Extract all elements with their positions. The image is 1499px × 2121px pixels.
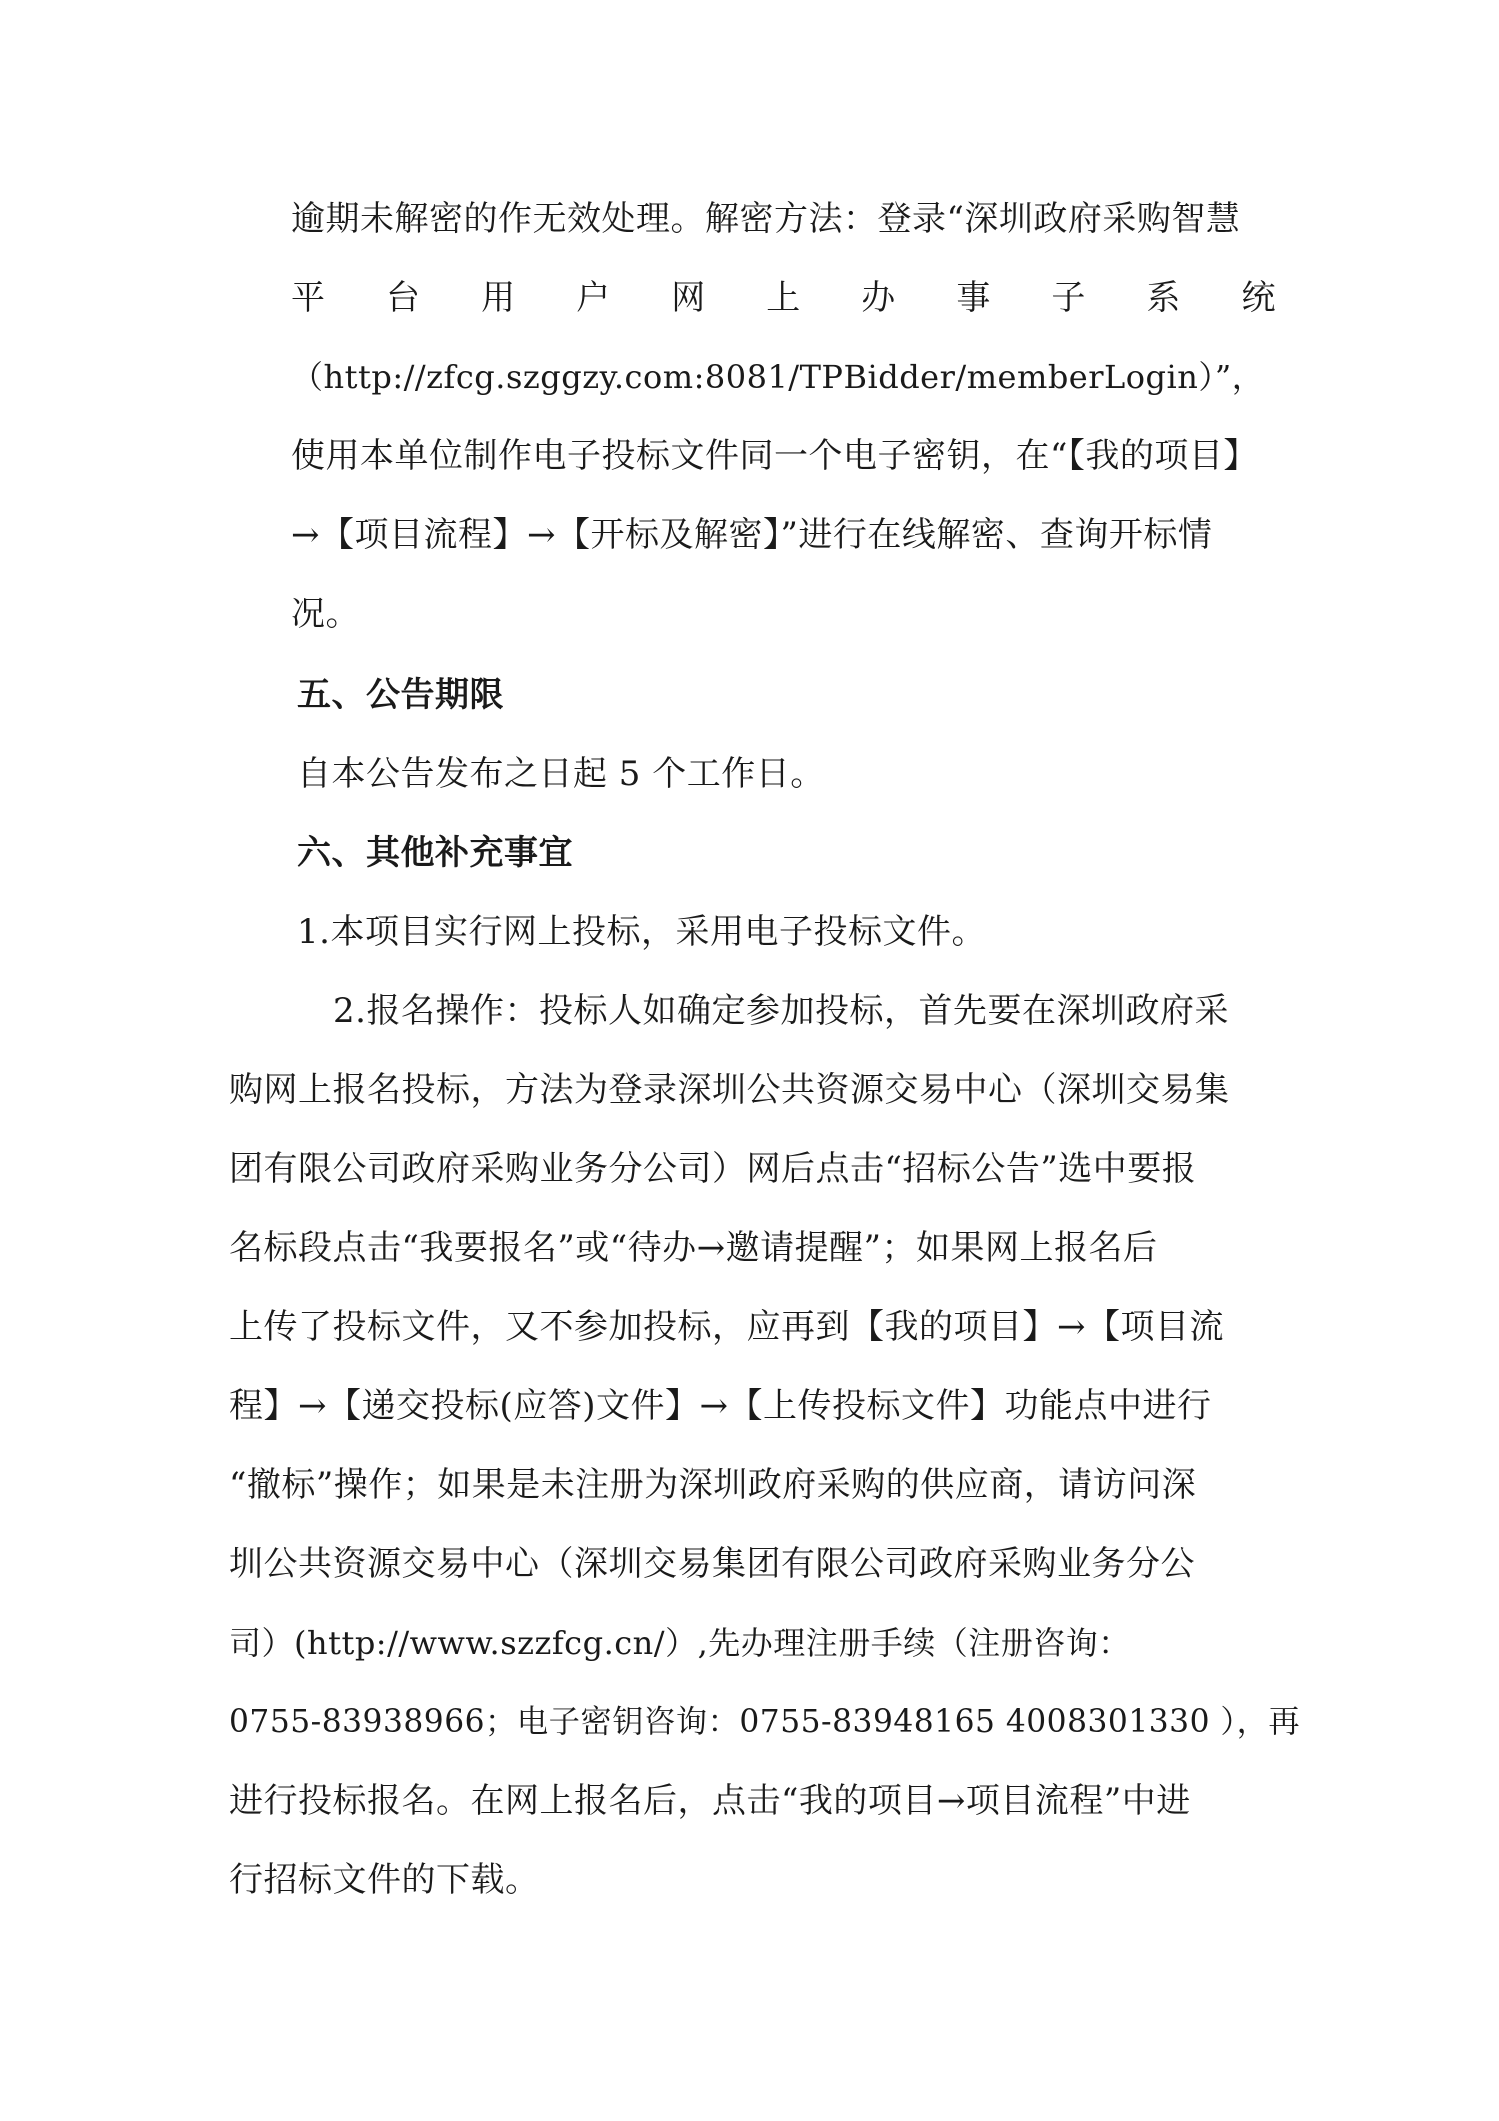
spread-char: 户 <box>576 278 611 318</box>
paragraph-line: 团有限公司政府采购业务分公司）网后点击“招标公告”选中要报 <box>229 1149 1197 1189</box>
paragraph-line: “撤标”操作；如果是未注册为深圳政府采购的供应商，请访问深 <box>229 1465 1197 1505</box>
paragraph-line: 购网上报名投标，方法为登录深圳公共资源交易中心（深圳交易集 <box>229 1070 1230 1110</box>
spread-char: 统 <box>1241 278 1276 318</box>
spread-char: 子 <box>1051 278 1086 318</box>
list-item: 1.本项目实行网上投标，采用电子投标文件。 <box>297 912 986 952</box>
paragraph-line: 2.报名操作：投标人如确定参加投标，首先要在深圳政府采 <box>333 991 1229 1031</box>
paragraph-line: →【项目流程】→【开标及解密】”进行在线解密、查询开标情 <box>291 515 1213 555</box>
section-heading: 五、公告期限 <box>297 675 504 715</box>
section-text: 自本公告发布之日起 5 个工作日。 <box>297 754 825 794</box>
paragraph-line: 逾期未解密的作无效处理。解密方法：登录“深圳政府采购智慧 <box>291 199 1241 239</box>
paragraph-url-line: （http://zfcg.szggzy.com:8081/TPBidder/memberLogin）”， <box>291 358 1265 396</box>
spread-char: 网 <box>671 278 706 318</box>
spread-char: 用 <box>481 278 516 318</box>
paragraph-spread-line <box>291 277 1276 319</box>
spread-char: 平 <box>291 278 326 318</box>
spread-char: 办 <box>861 278 896 318</box>
paragraph-line: 进行投标报名。在网上报名后，点击“我的项目→项目流程”中进 <box>229 1781 1191 1821</box>
paragraph-line: 0755-83938966；电子密钥咨询：0755-83948165 4008301330 ），再 <box>229 1704 1301 1740</box>
spread-char: 台 <box>386 278 421 318</box>
paragraph-line: 行招标文件的下载。 <box>229 1860 540 1900</box>
paragraph-line: 程】→【递交投标(应答)文件】→【上传投标文件】功能点中进行 <box>229 1386 1212 1426</box>
paragraph-line: 司）(http://www.szzfcg.cn/）,先办理注册手续（注册咨询： <box>229 1624 1131 1662</box>
paragraph-line: 圳公共资源交易中心（深圳交易集团有限公司政府采购业务分公 <box>229 1544 1195 1584</box>
spread-char: 上 <box>766 278 801 318</box>
paragraph-line: 名标段点击“我要报名”或“待办→邀请提醒”；如果网上报名后 <box>229 1228 1158 1268</box>
spread-char: 事 <box>956 278 991 318</box>
paragraph-line: 况。 <box>291 594 360 634</box>
spread-char: 系 <box>1146 278 1181 318</box>
paragraph-line: 使用本单位制作电子投标文件同一个电子密钥，在“【我的项目】 <box>291 436 1258 476</box>
paragraph-line: 上传了投标文件，又不参加投标，应再到【我的项目】→【项目流 <box>229 1307 1224 1347</box>
section-heading: 六、其他补充事宜 <box>297 833 573 873</box>
